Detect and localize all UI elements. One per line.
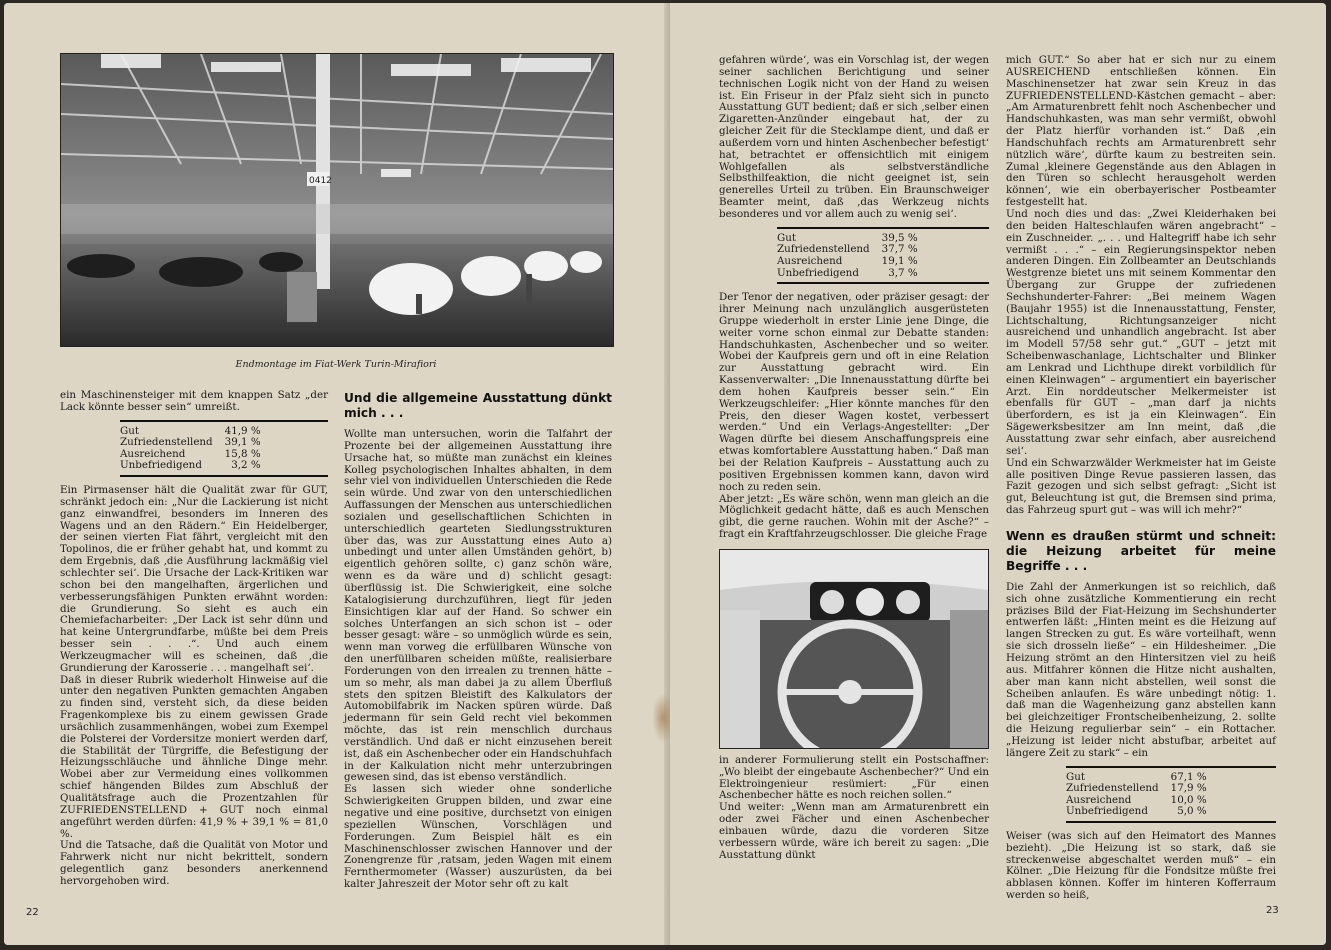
stats-row: Gut 41,9 % bbox=[120, 424, 261, 437]
paragraph: Und weiter: „Wenn man am Armaturenbrett ein oder zwei Fächer und einen Aschenbecher einbauen würde, dazu die vorderen Sitze verbessern würde, wäre ich bereit zu sagen: „Die Ausstattung dünkt bbox=[719, 801, 989, 861]
paragraph: Es lassen sich wieder ohne sonderliche Schwierigkeiten Gruppen bilden, und zwar eine negative und eine positive, durchsetzt von einigen speziellen Wünschen, Vorschlägen und Forderungen. Zum Beispiel hält es ein Maschinenschlosser zwischen Hannover und der Zonengrenze für ‚ratsam, jeden Wagen mit einem Fernthermometer (Wasser) auszurüsten, da bei kalter Jahreszeit der Motor sehr oft zu kalt bbox=[344, 783, 612, 891]
stats-row: Unbefriedigend 5,0 % bbox=[1066, 805, 1207, 818]
stats-row: Ausreichend 15,8 % bbox=[120, 447, 261, 460]
paragraph: Ein Pirmasenser hält die Qualität zwar für GUT, schränkt jedoch ein: „Nur die Lackierung ist nicht ganz einwandfrei, besonders im Inneren des Wagens und an den Rädern.“ Ein Heidelberger, der seinen vierten Fiat fährt, vergleicht mit den Topolinos, die er früher gehabt hat, und kommt zu dem Ergebnis, daß ‚die Ausführung lackmäßig viel schlechter sei‘. Die Ursache der Lack-Kritiken war schon bei den mangelhaften, ärgerlichen und verbesserungsfähigen Punkten erwähnt worden: die Grundierung. So sieht es auch ein Chemiefacharbeiter: „Der Lack ist sehr dünn und hat keine Untergrundfarbe, müßte bei dem Preis besser sein . . .“. Und auch einem Werkzeugmacher will es scheinen, daß ‚die Grundierung der Karosserie . . . mangelhaft sei‘. bbox=[60, 484, 328, 674]
paragraph: Und noch dies und das: „Zwei Kleiderhaken bei den beiden Halteschlaufen wären angebracht“ – ein Zuschneider. „. . . und Haltegriff habe ich sehr vermißt . . .“ – ein Regierungsinspektor neben anderen Dingen. Ein Zollbeamter an Deutschlands Westgrenze bietet uns mit seinem Kommentar den Übergang zur Gruppe der zufriedenen Sechshunderter-Fahrer: „Bei meinem Wagen (Baujahr 1955) ist die Innenausstattung, Fenster, Lichtschaltung, Richtungsanzeiger nicht ausreichend und unhandlich angebracht. Ist aber im Modell 57/58 sehr gut.“ „GUT – jetzt mit Scheibenwaschanlage, Lichtschalter und Blinker am Lenkrad und Lichthupe direkt vorbildlich für einen Kleinwagen“ – argumentiert ein bayerischer Arzt. Ein norddeutscher Melkermeister ist ebenfalls für GUT – „man darf ja nichts überfordern, es ist ja ein Kleinwagen“. Ein Sägewerksbesitzer am Inn meint, daß ‚die Ausstattung zwar sehr einfach, aber ausreichend sei‘. bbox=[1006, 207, 1276, 457]
right-page bbox=[670, 3, 1326, 945]
section-heading: Und die allgemeine Ausstattung dünkt mich . . . bbox=[344, 391, 612, 420]
paragraph: Wollte man untersuchen, worin die Talfahrt der Prozente bei der allgemeinen Ausstattung ihre Ursache hat, so müßte man zunächst ein kleines Kolleg psychologischen Inhaltes abhalten, in dem sehr viel von individuellen Unterschieden die Rede sein würde. Und zwar von den unterschiedlichen Auffassungen der Menschen aus unterschiedlichen sozialen und gesellschaftlichen Schichten in unterschiedlich gearteten Siedlungsstrukturen über das, was zur Ausstattung eines Auto a) unbedingt und unter allen Umständen gehört, b) eigentlich gehören sollte, c) ganz schön wäre, wenn es da wäre und d) schlicht gesagt: überflüssig ist. Die Schwierigkeit, eine solche Katalogisierung durchzuführen, liegt für jeden Einsichtigen klar auf der Hand. So schwer ein solches Unterfangen an sich schon ist – oder besser gesagt: wäre – so unmöglich würde es sein, wenn man vorweg die erfüllbaren Wünsche von den unerfüllbaren scheiden müßte, realisierbare Forderungen von den irrealen zu trennen hätte – um so mehr, als man dabei ja zu allem Überfluß stets den spitzen Bleistift des Kalkulators der Automobilfabrik im Nacken spüren würde. Daß jedermann für sein Geld recht viel bekommen möchte, das ist rein menschlich durchaus verständlich. Und daß er nicht einzusehen bereit ist, daß ein Aschenbecher oder ein Handschuhfach in der Kalkulation nicht mehr unterzubringen gewesen sind, das ist ebenso verständlich. bbox=[344, 428, 612, 784]
paragraph: mich GUT.“ So aber hat er sich nur zu einem AUSREICHEND entschließen können. Ein Maschinensetzer hat zwar sein Kreuz in das ZUFRIEDENSTELLEND-Kästchen gemacht – aber: „Am Armaturenbrett fehlt noch Aschenbecher und Handschuhkasten, was man sehr vermißt, obwohl der Platz hierfür vorhanden ist.“ Daß ‚ein Handschuhfach rechts am Armaturenbrett sehr nützlich wäre‘, dürfte kaum zu bestreiten sein. Zumal ‚kleinere Gegenstände aus den Ablagen in den Türen so schlecht herausgeholt werden können‘, wie ein oberbayerischer Postbeamter festgestellt hat. bbox=[1006, 54, 1276, 209]
paragraph: Aber jetzt: „Es wäre schön, wenn man gleich an die Möglichkeit gedacht hätte, daß es auch Menschen gibt, die gerne rauchen. Wohin mit der Asche?“ – fragt ein Kraftfahrzeugschlosser. Die gleiche Frage bbox=[719, 492, 989, 541]
paragraph: Und die Tatsache, daß die Qualität von Motor und Fahrwerk nicht nur nicht bekrittelt, sondern gelegentlich ganz besonders anerkennend hervorgehoben wird. bbox=[60, 839, 328, 887]
dashboard-photo bbox=[719, 549, 989, 749]
paragraph: Und ein Schwarzwälder Werkmeister hat im Geiste alle positiven Dinge Revue passieren lassen, das Fazit gezogen und sich selbst gefragt: „Sicht ist gut, Beleuchtung ist gut, die Bremsen sind prima, das Fahrzeug spurt gut – was will ich mehr?“ bbox=[1006, 456, 1276, 517]
paragraph: Der Tenor der negativen, oder präziser gesagt: der ihrer Meinung nach unzulänglich ausgerüsteten Gruppe wiederholt in erster Linie jene Dinge, die weiter vorne schon einmal zur Debatte standen: Handschuhkasten, Aschenbecher und so weiter. Wobei der Kaufpreis gern und oft in eine Relation zur Ausstattung gebracht wird. Ein Kassenverwalter: „Die Innenausstattung dürfte bei dem hohen Kaufpreis besser sein.“ Ein Werkzeugschleifer: „Hier könnte manches für den Preis, den dieser Wagen kostet, verbessert werden.“ Und ein Verlags-Angestellter: „Der Wagen dürfte bei diesem Anschaffungspreis eine etwas komfortablere Ausstattung haben.“ Daß man bei der Relation Kaufpreis – Ausstattung auch zu positiven Ergebnissen kommen kann, davon wird noch zu reden sein. bbox=[719, 291, 989, 493]
stats-row: Zufriedenstellend 37,7 % bbox=[777, 243, 918, 256]
paragraph: Weiser (was sich auf den Heimatort des Mannes bezieht). „Die Heizung ist so stark, daß sie streckenweise abgeschaltet werden muß“ – ein Kölner. „Die Heizung für die Fondsitze müßte frei abblasen können. Koffer im hinteren Kofferraum werden so heiß, bbox=[1006, 829, 1276, 902]
stats-row: Unbefriedigend 3,7 % bbox=[777, 266, 918, 279]
svg-text:0412: 0412 bbox=[309, 176, 332, 186]
stats-row: Zufriedenstellend 39,1 % bbox=[120, 436, 261, 449]
paragraph: Die Zahl der Anmerkungen ist so reichlich, daß sich ohne zusätzliche Kommentierung ein recht präzises Bild der Fiat-Heizung im Sechshunderter entwerfen läßt: „Hinten meint es die Heizung auf langen Strecken zu gut. Es wäre vorteilhaft, wenn sie sich drosseln ließe“ – ein Hildesheimer. „Die Heizung strömt an den Hintersitzen viel zu heiß aus. Mitfahrer können die Hitze nicht aushalten, aber man kann nicht abstellen, weil sonst die Scheiben anlaufen. Es wäre unbedingt nötig: 1. daß man die Wagenheizung ganz abstellen kann bei gleichzeitiger Frontscheibenheizung, 2. sollte die Heizung regulierbar sein“ – ein Rottacher. „Heizung ist leider nicht abstufbar, arbeitet auf längere Zeit zu stark“ – ein bbox=[1006, 580, 1276, 759]
page-number-right: 23 bbox=[1266, 905, 1279, 916]
page-number-left: 22 bbox=[26, 907, 39, 918]
left-column-1 bbox=[60, 390, 328, 888]
stats-row: Zufriedenstellend 17,9 % bbox=[1066, 782, 1207, 795]
equipment-stats-table bbox=[777, 227, 989, 284]
paragraph: gefahren würde‘, was ein Vorschlag ist, der wegen seiner sachlichen Berichtigung und seiner technischen Logik nicht von der Hand zu weisen ist. Ein Friseur in der Pfalz sieht sich in puncto Ausstattung GUT bedient; daß er sich ‚selber einen Zigaretten-Anzünder eingebaut hat, der zu gleicher Zeit für die Stecklampe dient, und daß er außerdem vorn und hinten Aschenbecher befestigt‘ hat, betrachtet er offensichtlich mit einigem Wohlgefallen als selbstverständliche Selbsthilfeaktion, die nicht geeignet ist, sein generelles Urteil zu trüben. Ein Braunschweiger Beamter meint, daß ‚das Werkzeug nichts besonderes und vor allem auch zu wenig sei‘. bbox=[719, 54, 989, 220]
left-page bbox=[4, 3, 668, 945]
section-heading: Wenn es draußen stürmt und schneit: die Heizung arbeitet für meine Begriffe . . . bbox=[1006, 528, 1276, 573]
dashboard-image bbox=[720, 550, 988, 748]
stats-row: Ausreichend 19,1 % bbox=[777, 255, 918, 267]
book-spread bbox=[4, 3, 1326, 945]
paragraph: ein Maschinensteiger mit dem knappen Satz „der Lack könnte besser sein“ umreißt. bbox=[60, 389, 328, 413]
stats-row: Unbefriedigend 3,2 % bbox=[120, 459, 261, 472]
paragraph: in anderer Formulierung stellt ein Postschaffner: „Wo bleibt der eingebaute Aschenbecher?“ Und ein Elektroingenieur resümiert: „Für einen Aschenbecher hätte es noch reichen sollen.“ bbox=[719, 753, 989, 802]
right-column-2 bbox=[1006, 55, 1276, 902]
quality-stats-table bbox=[120, 420, 328, 477]
right-column-1 bbox=[719, 55, 989, 862]
stats-row: Ausreichend 10,0 % bbox=[1066, 793, 1207, 806]
photo-caption: Endmontage im Fiat-Werk Turin-Mirafiori bbox=[235, 359, 437, 370]
factory-assembly-photo bbox=[60, 53, 614, 347]
left-column-2 bbox=[344, 391, 612, 891]
factory-assembly-image bbox=[61, 54, 613, 346]
stats-row: Gut 67,1 % bbox=[1066, 770, 1207, 783]
stats-row: Gut 39,5 % bbox=[777, 231, 918, 244]
paragraph: Daß in dieser Rubrik wiederholt Hinweise auf die unter den negativen Punkten gemachten Angaben zu finden sind, versteht sich, da diese beiden Fragenkomplexe bis zu einem gewissen Grade ursächlich zusammenhängen, wobei zum Exempel die Polsterei der Vordersitze moniert werden darf, die Stabilität der Türgriffe, die Befestigung der Heizungsschläuche und ähnliche Dinge mehr. Wobei aber zur Vermeidung eines vollkommen schief hängenden Bildes zum Abschluß der Qualitätsfrage auch die Prozentzahlen für ZUFRIEDENSTELLEND + GUT noch einmal angeführt werden dürfen: 41,9 % + 39,1 % = 81,0 %. bbox=[60, 673, 328, 840]
heating-stats-table bbox=[1066, 766, 1276, 823]
